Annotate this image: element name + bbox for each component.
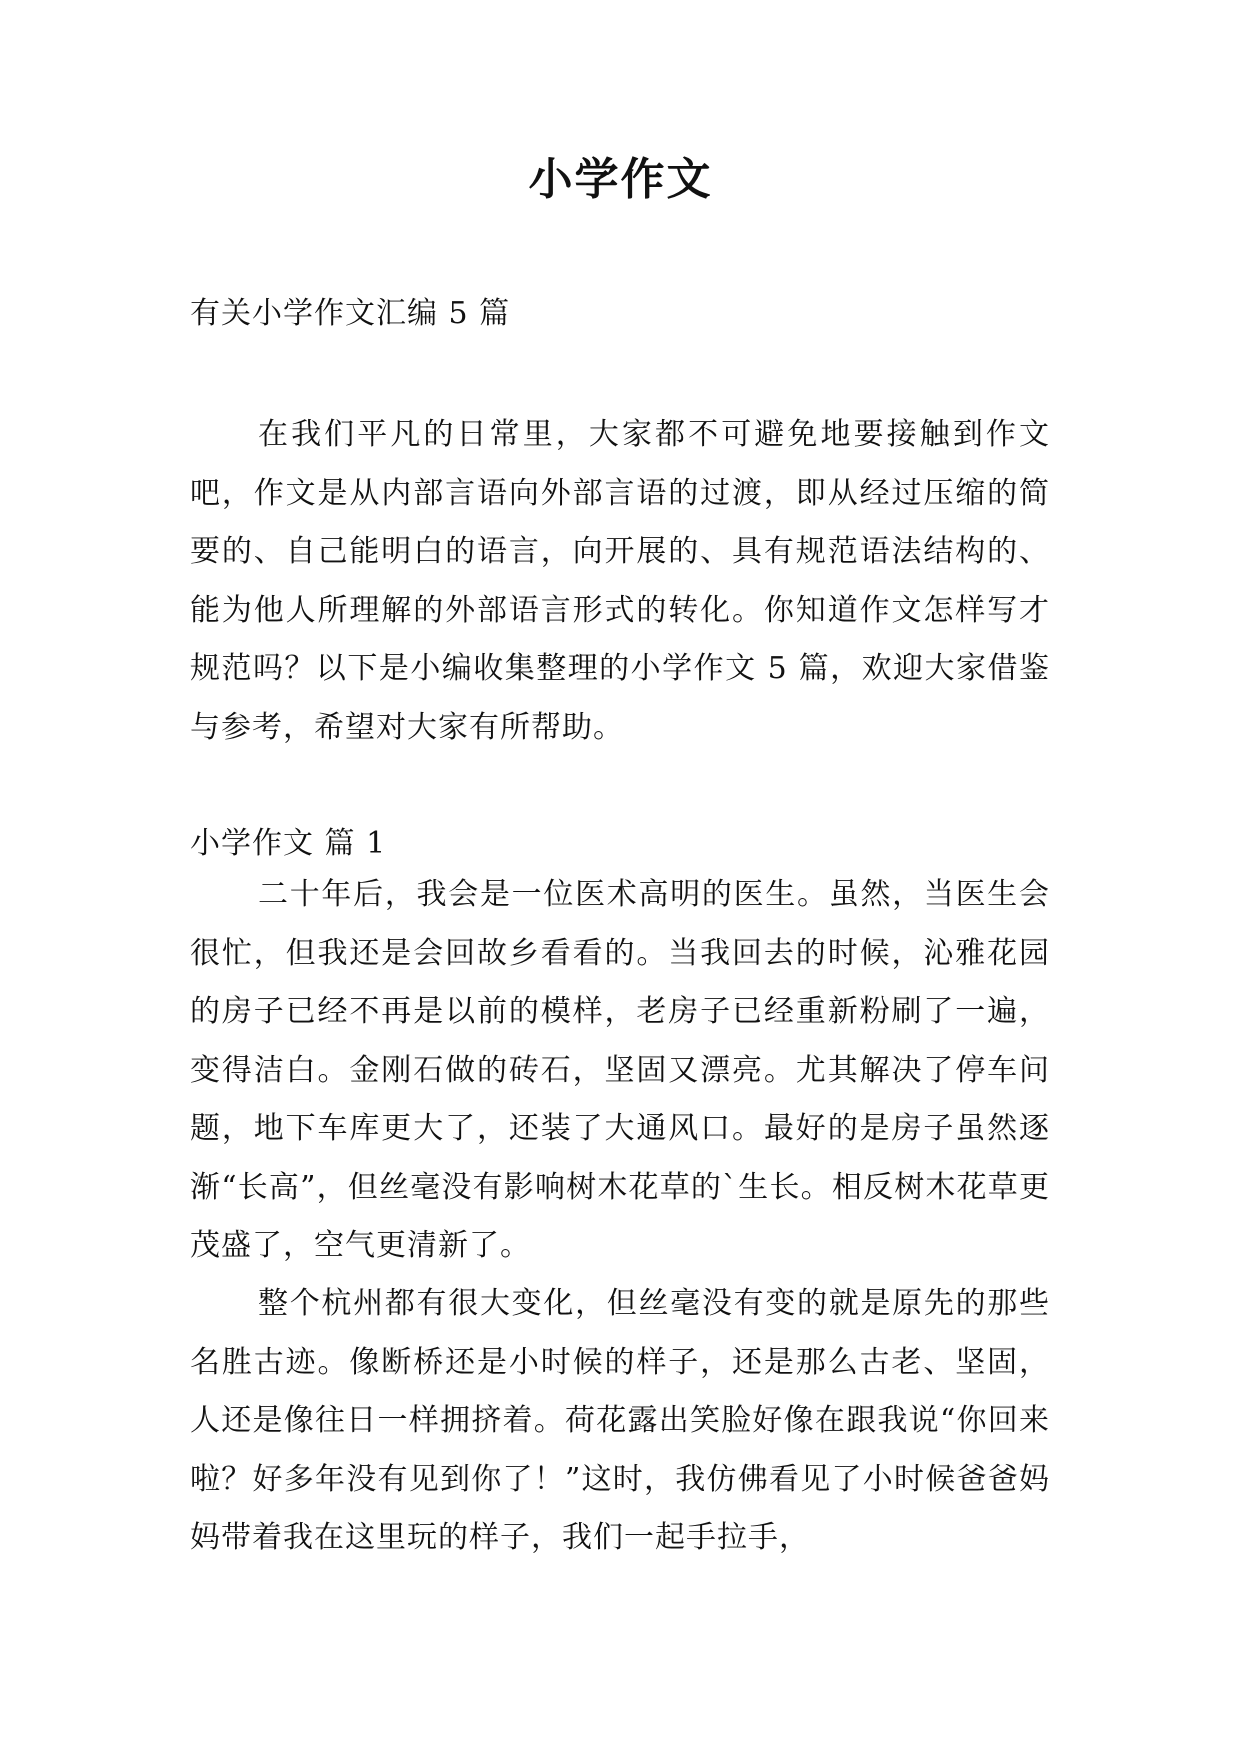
document-title: 小学作文 <box>528 154 713 205</box>
section-heading: 小学作文 篇 1 <box>190 826 387 861</box>
body-paragraph: 整个杭州都有很大变化，但丝毫没有变的就是原先的那些名胜古迹。像断桥还是小时候的样子，还是那么古老、坚固，人还是像往日一样拥挤着。荷花露出笑脸好像在跟我说“你回来啦？好多年没有见到你了！”这时，我仿佛看见了小时候爸爸妈妈带着我在这里玩的样子，我们一起手拉手， <box>190 1286 1050 1555</box>
document-subtitle: 有关小学作文汇编 5 篇 <box>190 296 511 331</box>
intro-paragraph: 在我们平凡的日常里，大家都不可避免地要接触到作文吧，作文是从内部言语向外部言语的过渡，即从经过压缩的简要的、自己能明白的语言，向开展的、具有规范语法结构的、能为他人所理解的外部语言形式的转化。你知道作文怎样写才规范吗？以下是小编收集整理的小学作文 5 篇，欢迎大家借鉴与参考，希望对大家有所帮助。 <box>190 417 1050 745</box>
body-paragraph: 二十年后，我会是一位医术高明的医生。虽然，当医生会很忙，但我还是会回故乡看看的。当我回去的时候，沁雅花园的房子已经不再是以前的模样，老房子已经重新粉刷了一遍，变得洁白。金刚石做的砖石，坚固又漂亮。尤其解决了停车问题，地下车库更大了，还装了大通风口。最好的是房子虽然逐渐“长高”，但丝毫没有影响树木花草的`生长。相反树木花草更茂盛了，空气更清新了。 <box>190 877 1050 1263</box>
